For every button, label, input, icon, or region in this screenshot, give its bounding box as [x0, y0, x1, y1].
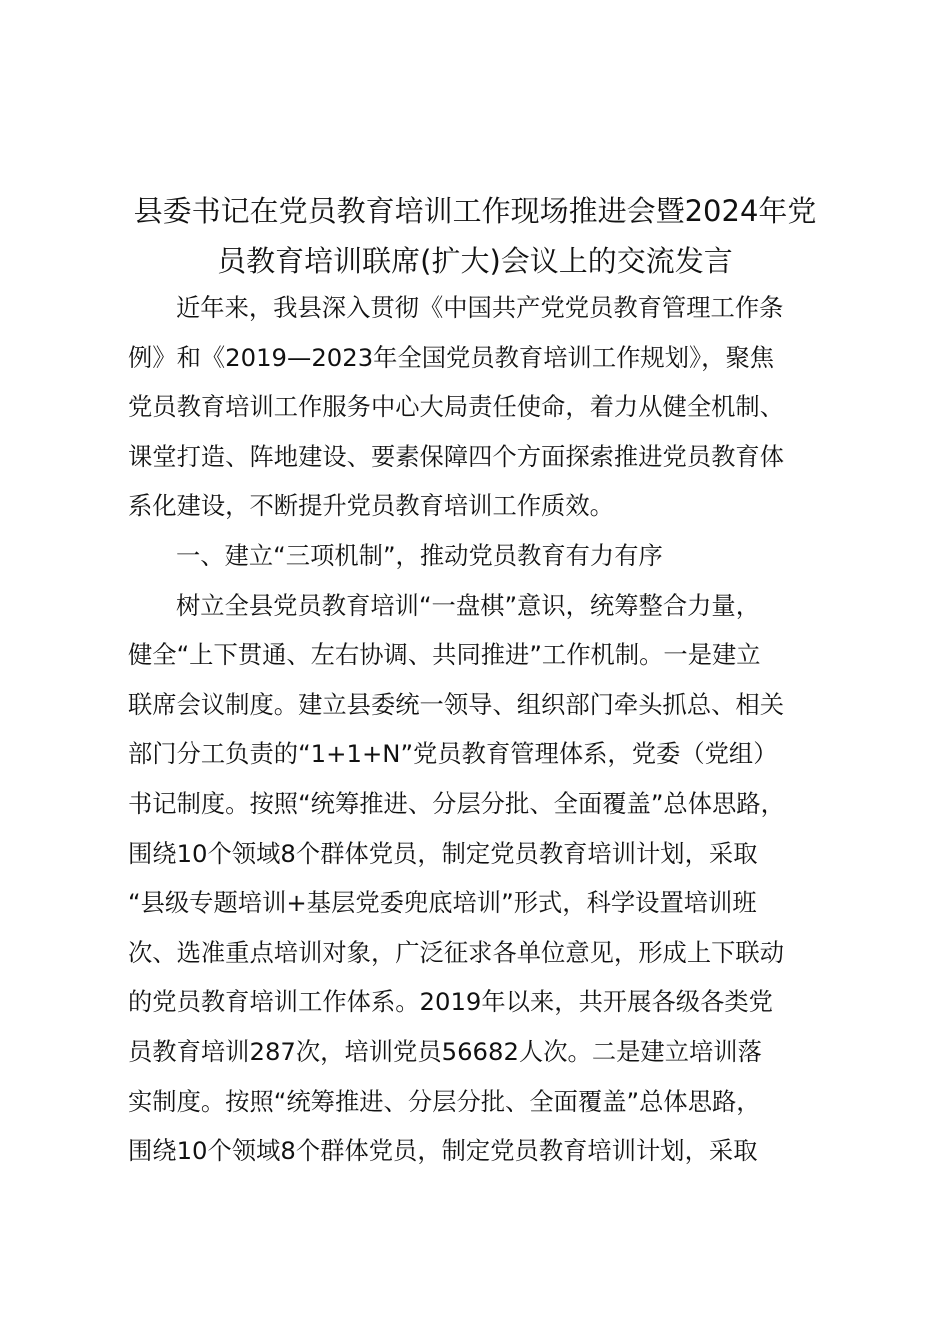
paragraph-2-line: 健全“上下贯通、左右协调、共同推进”工作机制。一是建立: [128, 640, 761, 670]
title-line-1: 县委书记在党员教育培训工作现场推进会暨2024年党: [133, 194, 817, 228]
document-body: [128, 283, 858, 1176]
title-line-2: 员教育培训联席(扩大)会议上的交流发言: [217, 244, 733, 278]
paragraph-2-line: 围绕10个领域8个群体党员，制定党员教育培训计划，采取: [128, 1136, 758, 1166]
paragraph-2-line: “县级专题培训+基层党委兜底培训”形式，科学设置培训班: [128, 888, 757, 918]
paragraph-1-line: 党员教育培训工作服务中心大局责任使命，着力从健全机制、: [128, 392, 785, 422]
paragraph-2-line: 的党员教育培训工作体系。2019年以来，共开展各级各类党: [128, 987, 773, 1017]
paragraph-1-line: 系化建设，不断提升党员教育培训工作质效。: [128, 491, 614, 521]
document-title: [100, 186, 850, 286]
paragraph-2-line: 实制度。按照“统筹推进、分层分批、全面覆盖”总体思路，: [128, 1086, 761, 1116]
paragraph-2-line: 员教育培训287次，培训党员56682人次。二是建立培训落: [128, 1036, 762, 1066]
paragraph-1-line: 例》和《2019—2023年全国党员教育培训工作规划》，聚焦: [128, 342, 775, 372]
paragraph-1-line: 课堂打造、阵地建设、要素保障四个方面探索推进党员教育体: [128, 441, 785, 471]
section-heading-1: 一、建立“三项机制”，推动党员教育有力有序: [176, 540, 663, 570]
paragraph-2-line: 联席会议制度。建立县委统一领导、组织部门牵头抓总、相关: [128, 689, 785, 719]
paragraph-2-line: 部门分工负责的“1+1+N”党员教育管理体系，党委（党组）: [128, 739, 778, 769]
paragraph-2-line: 围绕10个领域8个群体党员，制定党员教育培训计划，采取: [128, 838, 758, 868]
paragraph-1-line: 近年来，我县深入贯彻《中国共产党党员教育管理工作条: [176, 293, 784, 322]
paragraph-2-line: 书记制度。按照“统筹推进、分层分批、全面覆盖”总体思路，: [128, 788, 785, 818]
paragraph-2-line: 树立全县党员教育培训“一盘棋”意识，统筹整合力量，: [176, 590, 761, 620]
paragraph-2-line: 次、选准重点培训对象，广泛征求各单位意见，形成上下联动: [128, 937, 785, 967]
